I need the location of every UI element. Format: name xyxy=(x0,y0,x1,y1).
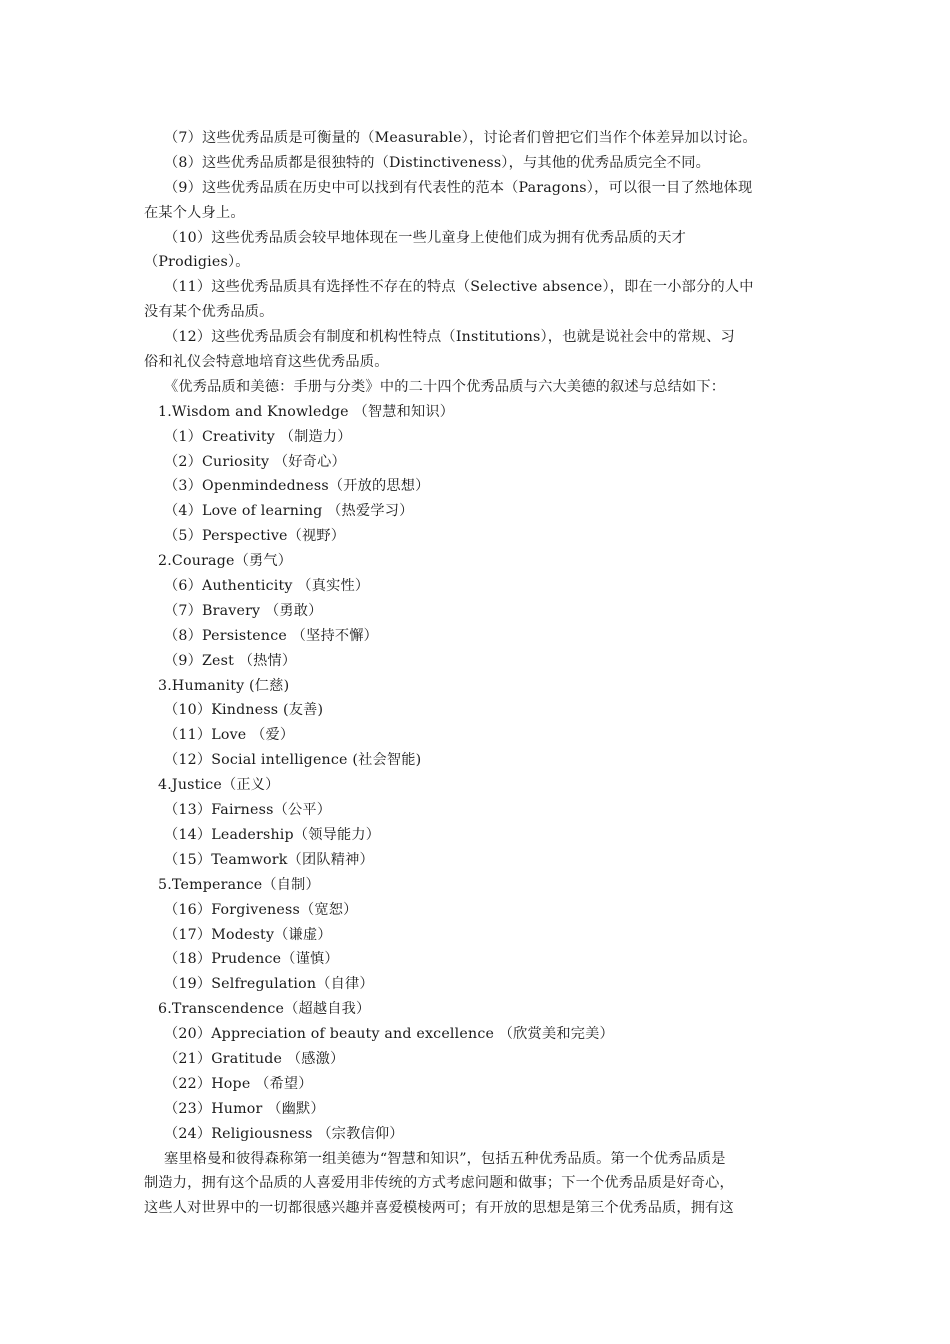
strength-list-item: （4）Love of learning （热爱学习） xyxy=(164,503,414,520)
strength-list-item: （9）Zest （热情） xyxy=(164,652,297,669)
paragraph-continuation-line: （Prodigies）。 xyxy=(144,254,250,271)
paragraph-line: （7）这些优秀品质是可衡量的（Measurable），讨论者们曾把它们当作个体差异加以讨论。 xyxy=(164,130,757,146)
strength-list-item: （2）Curiosity （好奇心） xyxy=(164,453,346,470)
strength-list-item: （7）Bravery （勇敢） xyxy=(164,602,323,619)
strength-list-item: （24）Religiousness （宗教信仰） xyxy=(164,1125,404,1142)
strength-list-item: （10）Kindness (友善) xyxy=(164,702,324,719)
paragraph-line: 《优秀品质和美德：手册与分类》中的二十四个优秀品质与六大美德的叙述与总结如下： xyxy=(164,378,726,395)
strength-list-item: （8）Persistence （坚持不懈） xyxy=(164,627,378,644)
strength-list-item: （3）Openmindedness（开放的思想） xyxy=(164,478,430,495)
paragraph-continuation-line: 在某个人身上。 xyxy=(144,204,245,221)
strength-list-item: （17）Modesty（谦虚） xyxy=(164,926,332,943)
paragraph-continuation-line: 制造力，拥有这个品质的人喜爱用非传统的方式考虑问题和做事；下一个优秀品质是好奇心， xyxy=(144,1175,734,1192)
strength-list-item: （1）Creativity （制造力） xyxy=(164,428,352,445)
paragraph-line: 塞里格曼和彼得森称第一组美德为“智慧和知识”，包括五种优秀品质。第一个优秀品质是 xyxy=(164,1150,726,1167)
paragraph-line: （8）这些优秀品质都是很独特的（Distinctiveness），与其他的优秀品质完全不同。 xyxy=(164,154,711,171)
strength-list-item: （18）Prudence（谨慎） xyxy=(164,951,339,968)
strength-list-item: （20）Appreciation of beauty and excellence （欣赏美和完美） xyxy=(164,1026,614,1043)
paragraph-continuation-line: 没有某个优秀品质。 xyxy=(144,304,274,321)
virtue-category-heading: 1.Wisdom and Knowledge （智慧和知识） xyxy=(158,403,455,420)
paragraph-line: （10）这些优秀品质会较早地体现在一些儿童身上使他们成为拥有优秀品质的天才 xyxy=(164,229,687,246)
paragraph-line: （12）这些优秀品质会有制度和机构性特点（Institutions），也就是说社会中的常规、习 xyxy=(164,329,735,346)
paragraph-line: （9）这些优秀品质在历史中可以找到有代表性的范本（Paragons），可以很一目了然地体现 xyxy=(164,179,753,196)
document-body xyxy=(144,126,812,1221)
strength-list-item: （11）Love （爱） xyxy=(164,727,295,744)
strength-list-item: （15）Teamwork（团队精神） xyxy=(164,851,374,868)
virtue-category-heading: 6.Transcendence（超越自我） xyxy=(158,1001,371,1018)
paragraph-continuation-line: 这些人对世界中的一切都很感兴趣并喜爱模棱两可；有开放的思想是第三个优秀品质，拥有这 xyxy=(144,1200,734,1217)
virtue-category-heading: 4.Justice（正义） xyxy=(158,777,280,794)
strength-list-item: （12）Social intelligence (社会智能) xyxy=(164,752,422,769)
strength-list-item: （14）Leadership（领导能力） xyxy=(164,826,381,843)
strength-list-item: （22）Hope （希望） xyxy=(164,1075,313,1092)
strength-list-item: （19）Selfregulation（自律） xyxy=(164,976,374,993)
strength-list-item: （13）Fairness（公平） xyxy=(164,802,332,819)
strength-list-item: （5）Perspective（视野） xyxy=(164,528,346,545)
strength-list-item: （23）Humor （幽默） xyxy=(164,1100,325,1117)
paragraph-line: （11）这些优秀品质具有选择性不存在的特点（Selective absence），即在一小部分的人中 xyxy=(164,279,754,296)
virtue-category-heading: 5.Temperance（自制） xyxy=(158,876,320,893)
strength-list-item: （6）Authenticity （真实性） xyxy=(164,578,370,595)
virtue-category-heading: 2.Courage（勇气） xyxy=(158,553,293,570)
virtue-category-heading: 3.Humanity (仁慈) xyxy=(158,677,290,694)
paragraph-continuation-line: 俗和礼仪会特意地培育这些优秀品质。 xyxy=(144,354,389,371)
strength-list-item: （16）Forgiveness（宽恕） xyxy=(164,901,358,918)
strength-list-item: （21）Gratitude （感激） xyxy=(164,1050,345,1067)
